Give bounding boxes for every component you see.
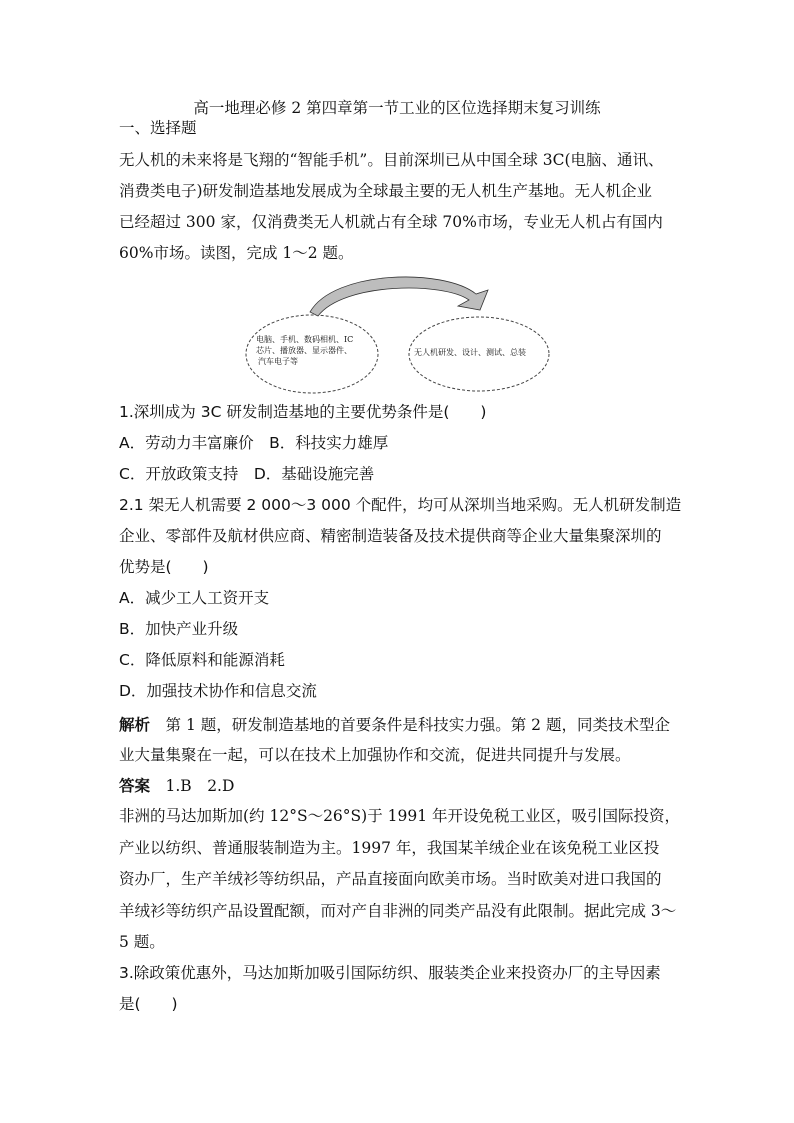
passage2-line: 5 题。 [119, 933, 165, 951]
q2-option: D．加强技术协作和信息交流 [119, 682, 317, 700]
answer-text: 1.B 2.D [150, 777, 235, 795]
passage1-line: 60%市场。读图，完成 1～2 题。 [119, 244, 354, 262]
section-heading: 一、选择题 [119, 119, 197, 137]
passage2-line: 羊绒衫等纺织产品设置配额，而对产自非洲的同类产品没有此限制。据此完成 3～ [119, 902, 677, 920]
analysis-line: 业大量集聚在一起，可以在技术上加强协作和交流，促进共同提升与发展。 [119, 746, 631, 764]
answer-label: 答案 [119, 777, 151, 795]
q2-option: A．减少工人工资开支 [119, 589, 270, 607]
right-box-text: 无人机研发、设计、测试、总装 [414, 348, 526, 357]
left-box-line: 芯片、播放器、显示器件、 [256, 346, 352, 355]
analysis-line [119, 715, 670, 735]
q2-stem-line: 企业、零部件及航材供应商、精密制造装备及技术提供商等企业大量集聚深圳的 [119, 527, 662, 545]
passage1-line: 消费类电子)研发制造基地发展成为全球最主要的无人机生产基地。无人机企业 [119, 182, 653, 200]
answer-line [119, 776, 234, 796]
left-box-line: 汽车电子等 [258, 357, 298, 366]
q3-stem-line: 是( ) [119, 995, 178, 1013]
passage1-line: 无人机的未来将是飞翔的“智能手机”。目前深圳已从中国全球 3C(电脑、通讯、 [119, 151, 664, 169]
analysis-label: 解析 [119, 716, 151, 734]
flow-diagram [244, 276, 554, 396]
q2-option: C．降低原料和能源消耗 [119, 651, 285, 669]
q3-stem-line: 3.除政策优惠外，马达加斯加吸引国际纺织、服装类企业来投资办厂的主导因素 [119, 964, 661, 982]
passage1-line: 已经超过 300 家，仅消费类无人机就占有全球 70%市场，专业无人机占有国内 [119, 213, 663, 231]
passage2-line: 资办厂，生产羊绒衫等纺织品，产品直接面向欧美市场。当时欧美对进口我国的 [119, 870, 662, 888]
analysis-text: 第 1 题，研发制造基地的首要条件是科技实力强。第 2 题，同类技术型企 [150, 716, 670, 734]
passage2-line: 产业以纺织、普通服装制造为主。1997 年，我国某羊绒企业在该免税工业区投 [119, 839, 660, 857]
q1-options-row: C．开放政策支持 D．基础设施完善 [119, 465, 375, 483]
curved-arrow-icon [310, 277, 488, 316]
q1-options-row: A．劳动力丰富廉价 B．科技实力雄厚 [119, 434, 389, 452]
document-title: 高一地理必修 2 第四章第一节工业的区位选择期末复习训练 [193, 99, 601, 117]
q1-stem: 1.深圳成为 3C 研发制造基地的主要优势条件是( ) [119, 403, 487, 421]
q2-stem-line: 2.1 架无人机需要 2 000～3 000 个配件，均可从深圳当地采购。无人机研发制造 [119, 496, 682, 514]
passage2-line: 非洲的马达加斯加(约 12°S～26°S)于 1991 年开设免税工业区，吸引国际投资， [119, 807, 681, 825]
q2-option: B．加快产业升级 [119, 620, 239, 638]
left-box-line: 电脑、手机、数码相机、IC [256, 335, 354, 344]
q2-stem-line: 优势是( ) [119, 558, 209, 576]
